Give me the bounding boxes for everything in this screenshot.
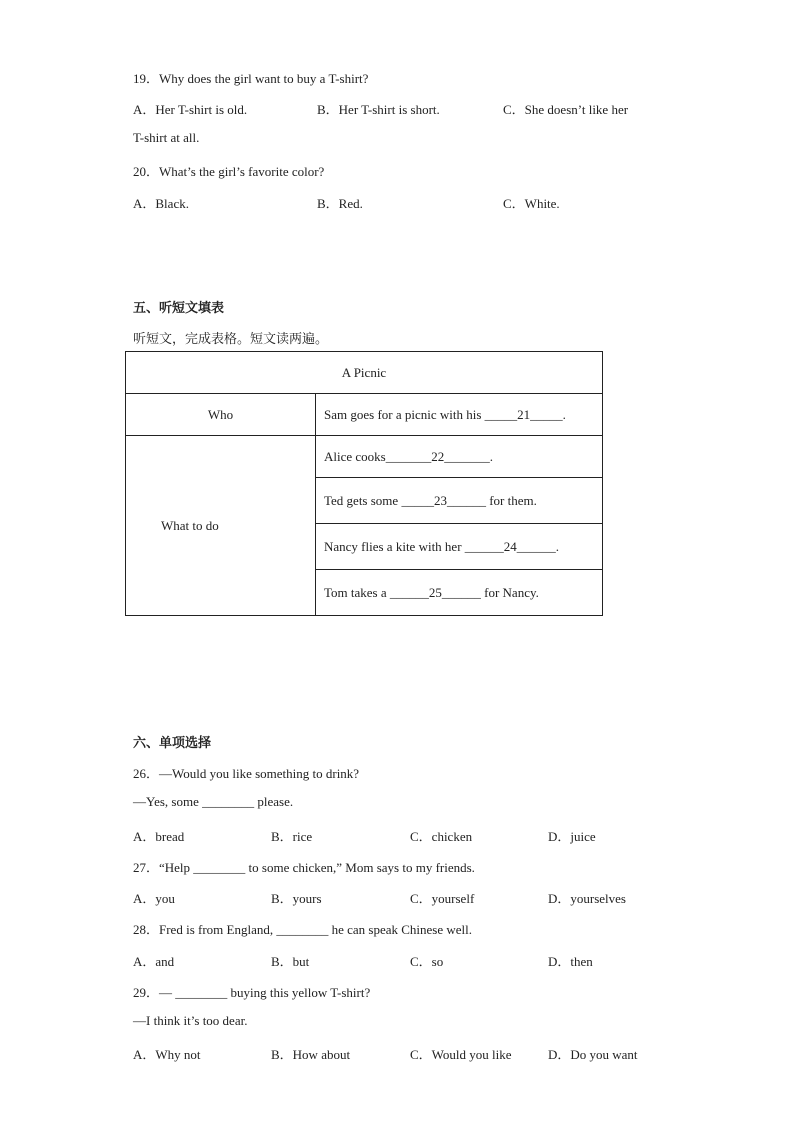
table-row-24: Nancy flies a kite with her ______24______. [316, 524, 603, 570]
q27-option-c[interactable]: C．yourself [410, 891, 475, 906]
q29-question: 29．— ________ buying this yellow T-shirt? [133, 985, 371, 1000]
q26-option-a[interactable]: A．bread [133, 829, 185, 844]
q28-option-a[interactable]: A．and [133, 954, 175, 969]
q27-option-b[interactable]: B．yours [271, 891, 322, 906]
answer-blank-21[interactable]: _____21_____ [484, 406, 563, 422]
q29-option-c[interactable]: C．Would you like [410, 1047, 512, 1062]
q29-option-d[interactable]: D．Do you want [548, 1047, 638, 1062]
q29-option-a[interactable]: A．Why not [133, 1047, 201, 1062]
q20-option-c[interactable]: C．White. [503, 196, 560, 211]
answer-blank-25[interactable]: ______25______ [389, 584, 481, 600]
section5-instruction: 听短文，完成表格。短文读两遍。 [133, 332, 329, 347]
q19-option-c-continued: T-shirt at all. [133, 130, 200, 145]
section6-heading: 六、单项选择 [133, 736, 212, 751]
q20-option-b[interactable]: B．Red. [317, 196, 363, 211]
q26-option-d[interactable]: D．juice [548, 829, 596, 844]
table-row-23: Ted gets some _____23______ for them. [316, 478, 603, 524]
what-label: What to do [126, 436, 316, 616]
q27-option-d[interactable]: D．yourselves [548, 891, 626, 906]
q28-option-d[interactable]: D．then [548, 954, 593, 969]
q29-option-b[interactable]: B．How about [271, 1047, 351, 1062]
q26-option-b[interactable]: B．rice [271, 829, 313, 844]
q26-option-c[interactable]: C．chicken [410, 829, 473, 844]
q27-question: 27．“Help ________ to some chicken,” Mom says to my friends. [133, 860, 475, 875]
picnic-table [125, 351, 603, 616]
q27-option-a[interactable]: A．you [133, 891, 175, 906]
answer-blank-23[interactable]: _____23______ [401, 492, 486, 508]
section5-heading: 五、听短文填表 [133, 301, 225, 316]
q20-question: 20．What’s the girl’s favorite color? [133, 164, 325, 179]
answer-blank-22[interactable]: _______22_______ [385, 448, 490, 464]
answer-blank-24[interactable]: ______24______ [464, 538, 556, 554]
table-row-22: Alice cooks_______22_______. [316, 436, 603, 478]
table-row-25: Tom takes a ______25______ for Nancy. [316, 570, 603, 616]
q19-option-b[interactable]: B．Her T-shirt is short. [317, 102, 440, 117]
who-label: Who [126, 394, 316, 436]
q19-option-a[interactable]: A．Her T-shirt is old. [133, 102, 248, 117]
q28-option-c[interactable]: C．so [410, 954, 444, 969]
q19-option-c[interactable]: C．She doesn’t like her [503, 102, 629, 117]
table-row-21: Sam goes for a picnic with his _____21_____. [316, 394, 603, 436]
q19-question: 19．Why does the girl want to buy a T-shirt? [133, 71, 369, 86]
q20-option-a[interactable]: A．Black. [133, 196, 189, 211]
table-title: A Picnic [126, 352, 603, 394]
q26-line2: —Yes, some ________ please. [133, 794, 294, 809]
q29-line2: —I think it’s too dear. [133, 1013, 248, 1028]
q26-question: 26．—Would you like something to drink? [133, 766, 360, 781]
q28-question: 28．Fred is from England, ________ he can speak Chinese well. [133, 922, 473, 937]
q28-option-b[interactable]: B．but [271, 954, 310, 969]
